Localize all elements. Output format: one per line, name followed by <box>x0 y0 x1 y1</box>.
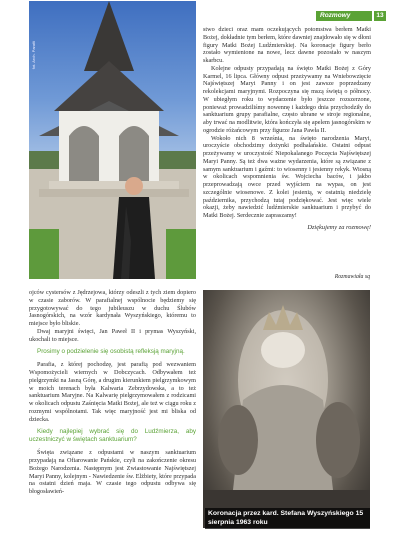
coronation-photo <box>203 290 370 528</box>
photo-caption: Koronacja przez kard. Stefana Wyszyńskiego 15 sierpnia 1963 roku <box>205 508 370 529</box>
photo-credit: fot. Arch. Parafii <box>31 41 36 70</box>
interview-question: Kiedy najlepiej wybrać się do Ludźmierza, aby uczestniczyć w świętach sanktuarium? <box>29 428 196 444</box>
section-tab: Rozmowy <box>316 11 372 21</box>
paragraph: Parafia, z której pochodzę, jest parafią pod wezwaniem Wspomożycieli wiernych w Dobczycach. Odbywałem też pielgrzymki na Jasną Górę, a drugim kierunkiem pielgrzymkowym w moich terenach była Kalwaria Zebrzydowska, a to też sanktuarium Maryjne. Na Kalwarię pielgrzymowałem z rodzicami w okolicach odpustu Zaśnięcia Matki Bożej, ale też w ciągu roku z rozmymi wspólnotami. Tak więc maryjność jest mi bliska od dziecka. <box>29 361 196 423</box>
paragraph: ojców cystersów z Jędrzejowa, którzy odeszli z tych ziem dopiero w czasie zaborów. W parafialnej wspólnocie będziemy się przygotowywać do tego jubileuszu w duchu Ślubów Jasnogórskich, na wzór kardynała Wyszyńskiego, któremu to miejsce było bliskie. <box>29 289 196 327</box>
paragraph: Kolejne odpusty przypadają na święto Matki Bożej z Góry Karmel, 16 lipca. Główny odpust przeżywamy na Wniebowzięcie Najświętszej Maryi Panny i on jest zawsze poprzedzany rekolekcjami maryjnymi. Rozpoczyna się mszą świętą o północy. W ubiegłym roku to wydarzenie było jeszcze rozszerzone, ponieważ prowadziliśmy nowennę i każdego dnia przychodziły do sanktuarium grupy parafialne, często ubrane w stroje regionalne, aby trwać na modlitwie, która kończyła się apelem jasnogórskim w ogrodzie różańcowym przy figurze Jana Pawła II. <box>203 64 371 134</box>
paragraph: Święta związane z odpustami w naszym sanktuarium przypadają na Ofiarowanie Pańskie, czyli na zakończenie okresu Bożego Narodzenia. Następnym jest Zwiastowanie Najświętszej Maryi Panny, kolejnym - Nawiedzenie św. Elżbiety, które przypada na ostatni dzień maja. W czasie tego odpustu odbywa się błogosławień- <box>29 449 197 495</box>
paragraph: Dwaj maryjni święci, Jan Paweł II i prymas Wyszyński, ukochali to miejsce. <box>29 327 196 343</box>
paragraph: Wokoło nich 8 września, na święto narodzenia Maryi, uroczyście obchodzimy dożynki podhalańskie. Ostatni odpust przeżywamy w uroczystość Niepokalanego Poczęcia Najświętszej Maryi Panny. Są też dwa ważne wydarzenia, które są związane z samym sanktuarium i gaźmi: to wiosenny i jesienny rekyk. Wiosną w okolicach wspomnienia św. Wojciecha baców, i jakbo przeprowadzają owce przed wyjściem na wypas, on jest szczególnie wiosenowe. Z kolei jesienią, w ostatnią niedzielę października, przychodzą tutaj podziękować. Jest więc wiele okazji, żeby nawiedzić ludźmierskie sanktuarium i przybyć do Matki Bożej. Serdecznie zapraszamy! <box>203 134 371 219</box>
church-photo <box>29 1 196 279</box>
article-column-right <box>203 26 371 232</box>
page-number: 13 <box>374 11 386 21</box>
thanks-line: Dziękujemy za rozmowę! <box>307 223 371 231</box>
paragraph: stwo dzieci oraz mam oczekujących potomstwa berłem Matki Bożej, dokładnie tym berłem, które dawniej znajdowało się w dłoni figury Matki Bożej Ludźmierskiej. Na koronacje figury berło zostało wymienione na nowe, lecz dawne pozostało w naszym skarbcu. <box>203 26 371 64</box>
church-illustration <box>29 1 196 279</box>
article-column-left <box>29 289 196 496</box>
coronation-illustration <box>203 290 370 528</box>
byline: Rozmawiała sq <box>334 274 370 280</box>
interview-question: Prosimy o podzielenie się osobistą refleksją maryjną. <box>37 348 185 356</box>
